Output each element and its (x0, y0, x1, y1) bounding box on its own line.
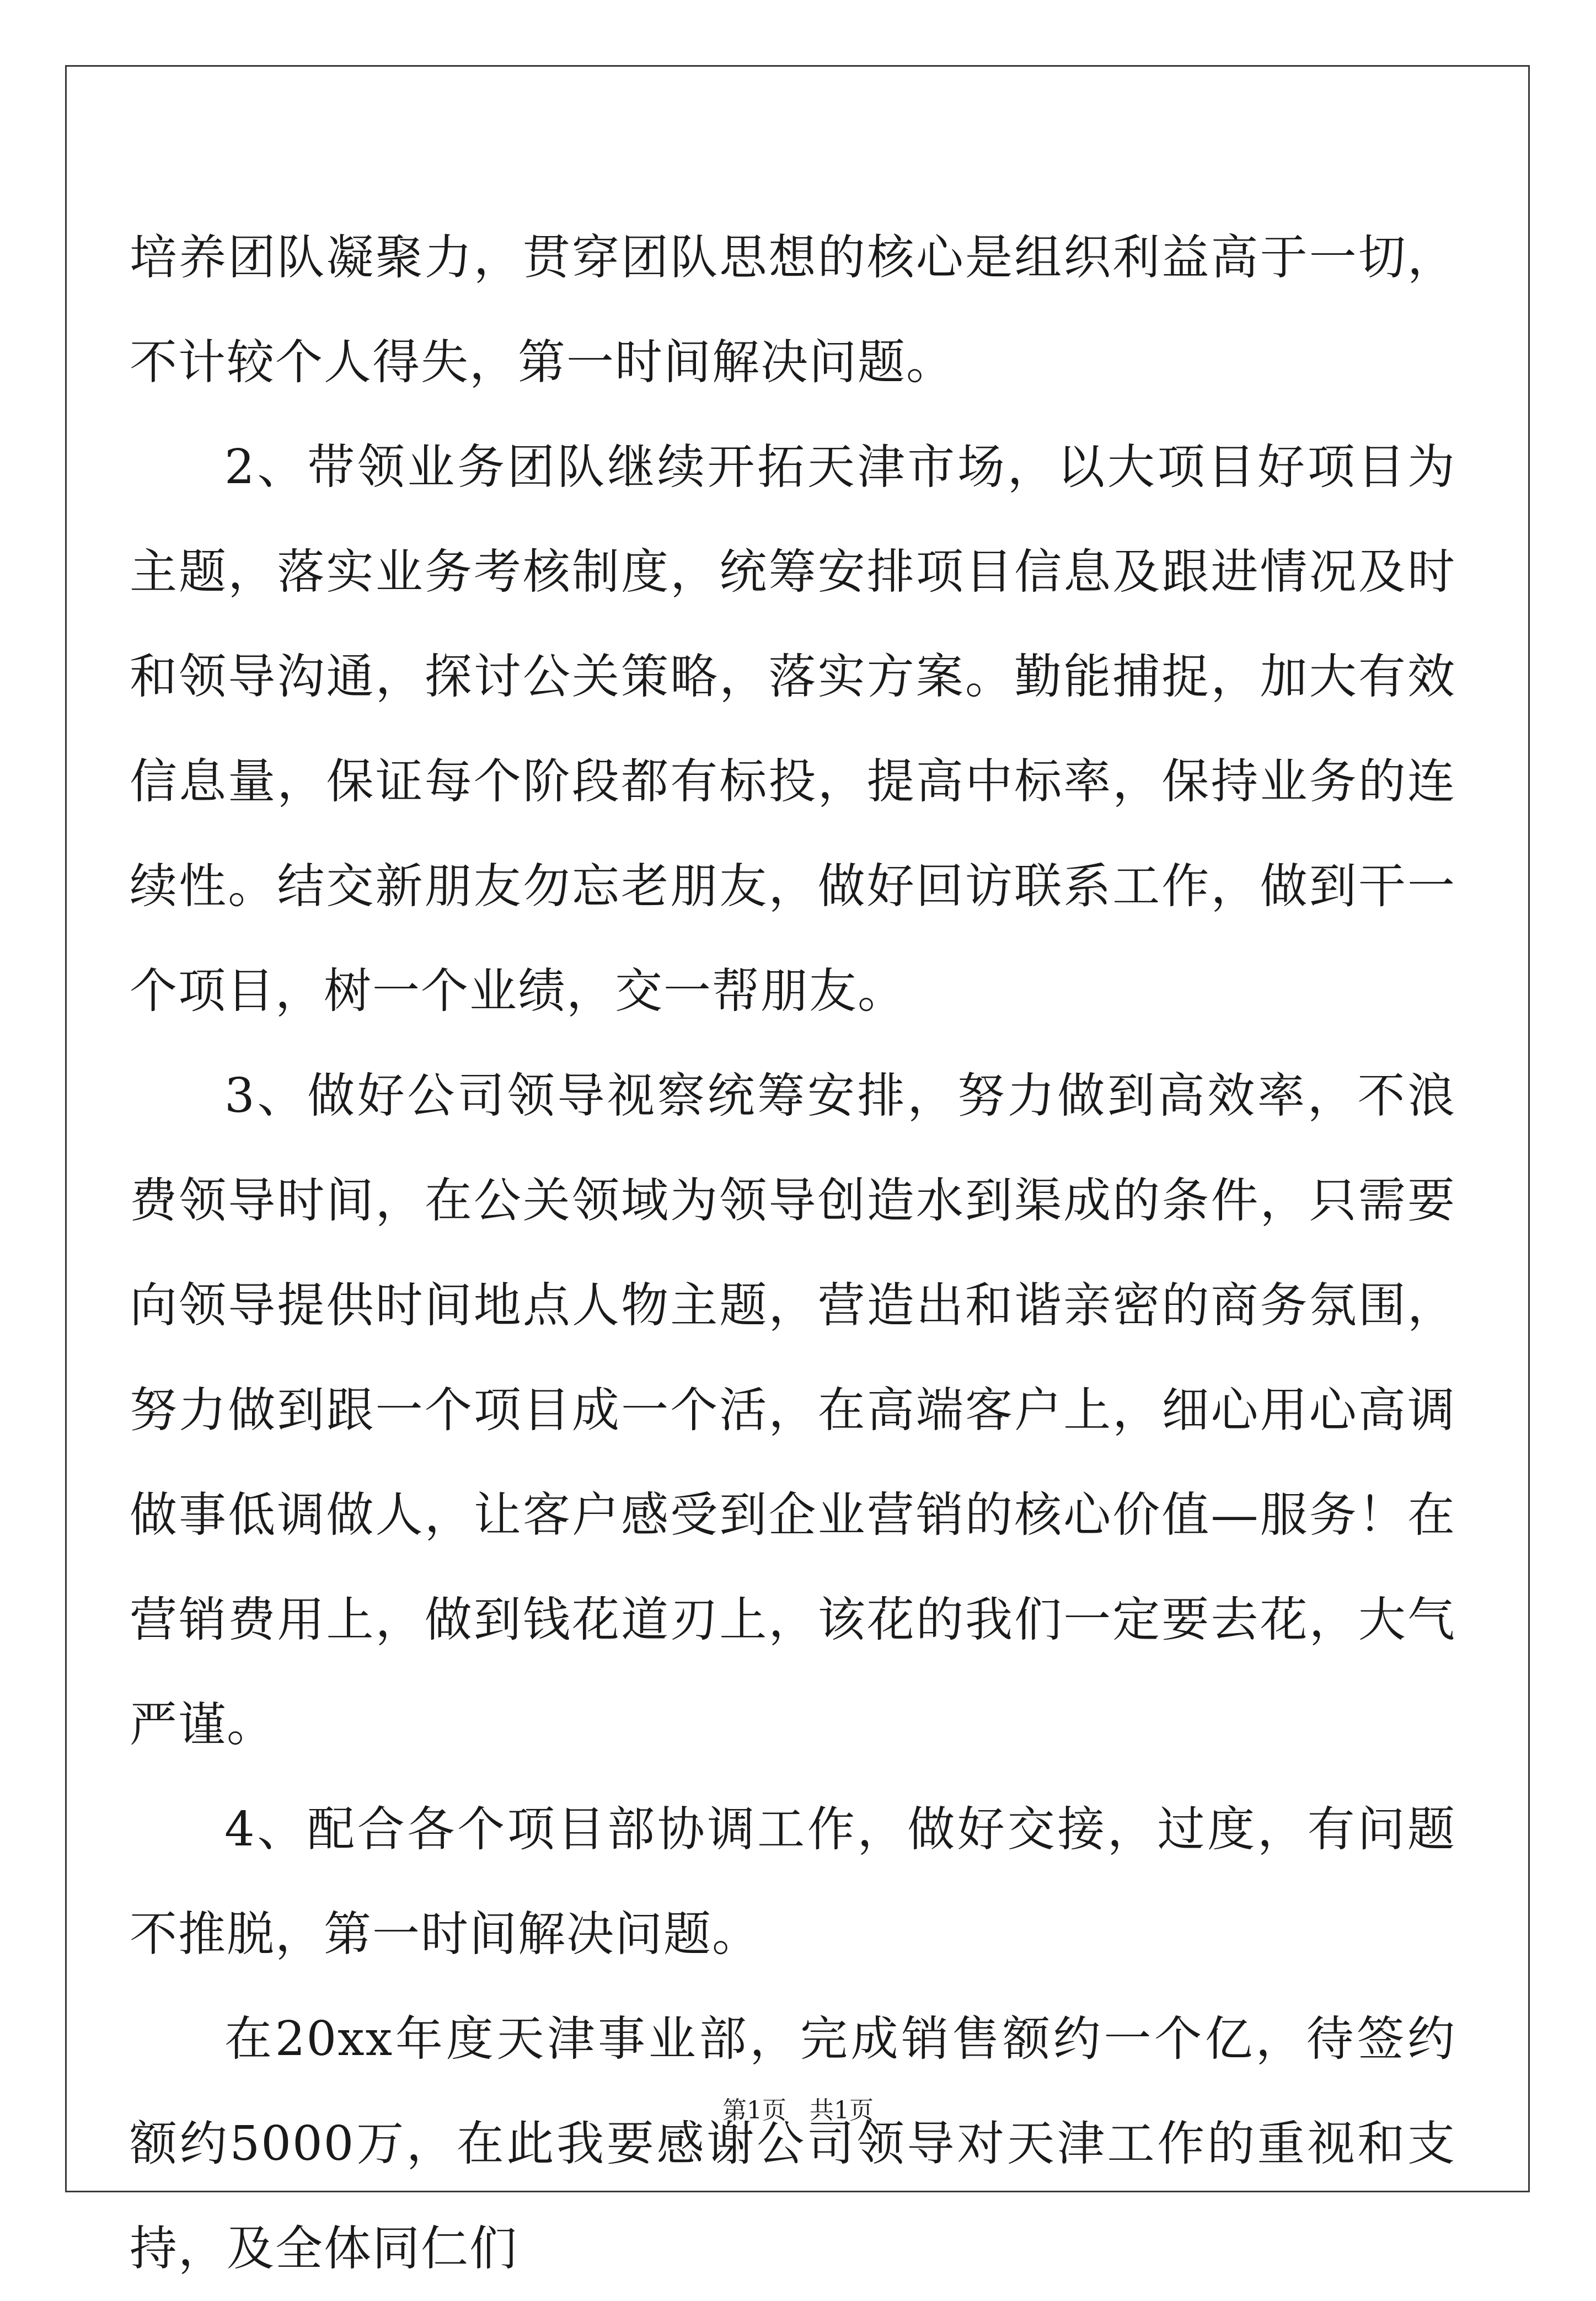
page-number-total: 共1页 (810, 2096, 874, 2125)
paragraph-3: 3、做好公司领导视察统筹安排，努力做到高效率，不浪费领导时间，在公关领域为领导创造水到渠成的条件，只需要向领导提供时间地点人物主题，营造出和谐亲密的商务氛围，努力做到跟一个项目成一个活，在高端客户上，细心用心高调做事低调做人，让客户感受到企业营销的核心价值—服务！在营销费用上，做到钱花道刃上，该花的我们一定要去花，大气严谨。 (130, 1068, 1456, 1752)
page-footer (0, 2090, 1596, 2126)
paragraph-5: 在20xx年度天津事业部，完成销售额约一个亿，待签约额约5000万，在此我要感谢公司领导对天津工作的重视和支持，及全体同仁们 (130, 2011, 1456, 2276)
document-body (130, 205, 1456, 2301)
paragraph-4: 4、配合各个项目部协调工作，做好交接，过度，有问题不推脱，第一时间解决问题。 (130, 1802, 1456, 1962)
page-number-current: 第1页 (722, 2096, 786, 2125)
paragraph-2: 2、带领业务团队继续开拓天津市场，以大项目好项目为主题，落实业务考核制度，统筹安排项目信息及跟进情况及时和领导沟通，探讨公关策略，落实方案。勤能捕捉，加大有效信息量，保证每个阶段都有标投，提高中标率，保持业务的连续性。结交新朋友勿忘老朋友，做好回访联系工作，做到干一个项目，树一个业绩，交一帮朋友。 (130, 440, 1456, 1019)
paragraph-1: 培养团队凝聚力，贯穿团队思想的核心是组织利益高于一切，不计较个人得失，第一时间解决问题。 (130, 230, 1456, 390)
